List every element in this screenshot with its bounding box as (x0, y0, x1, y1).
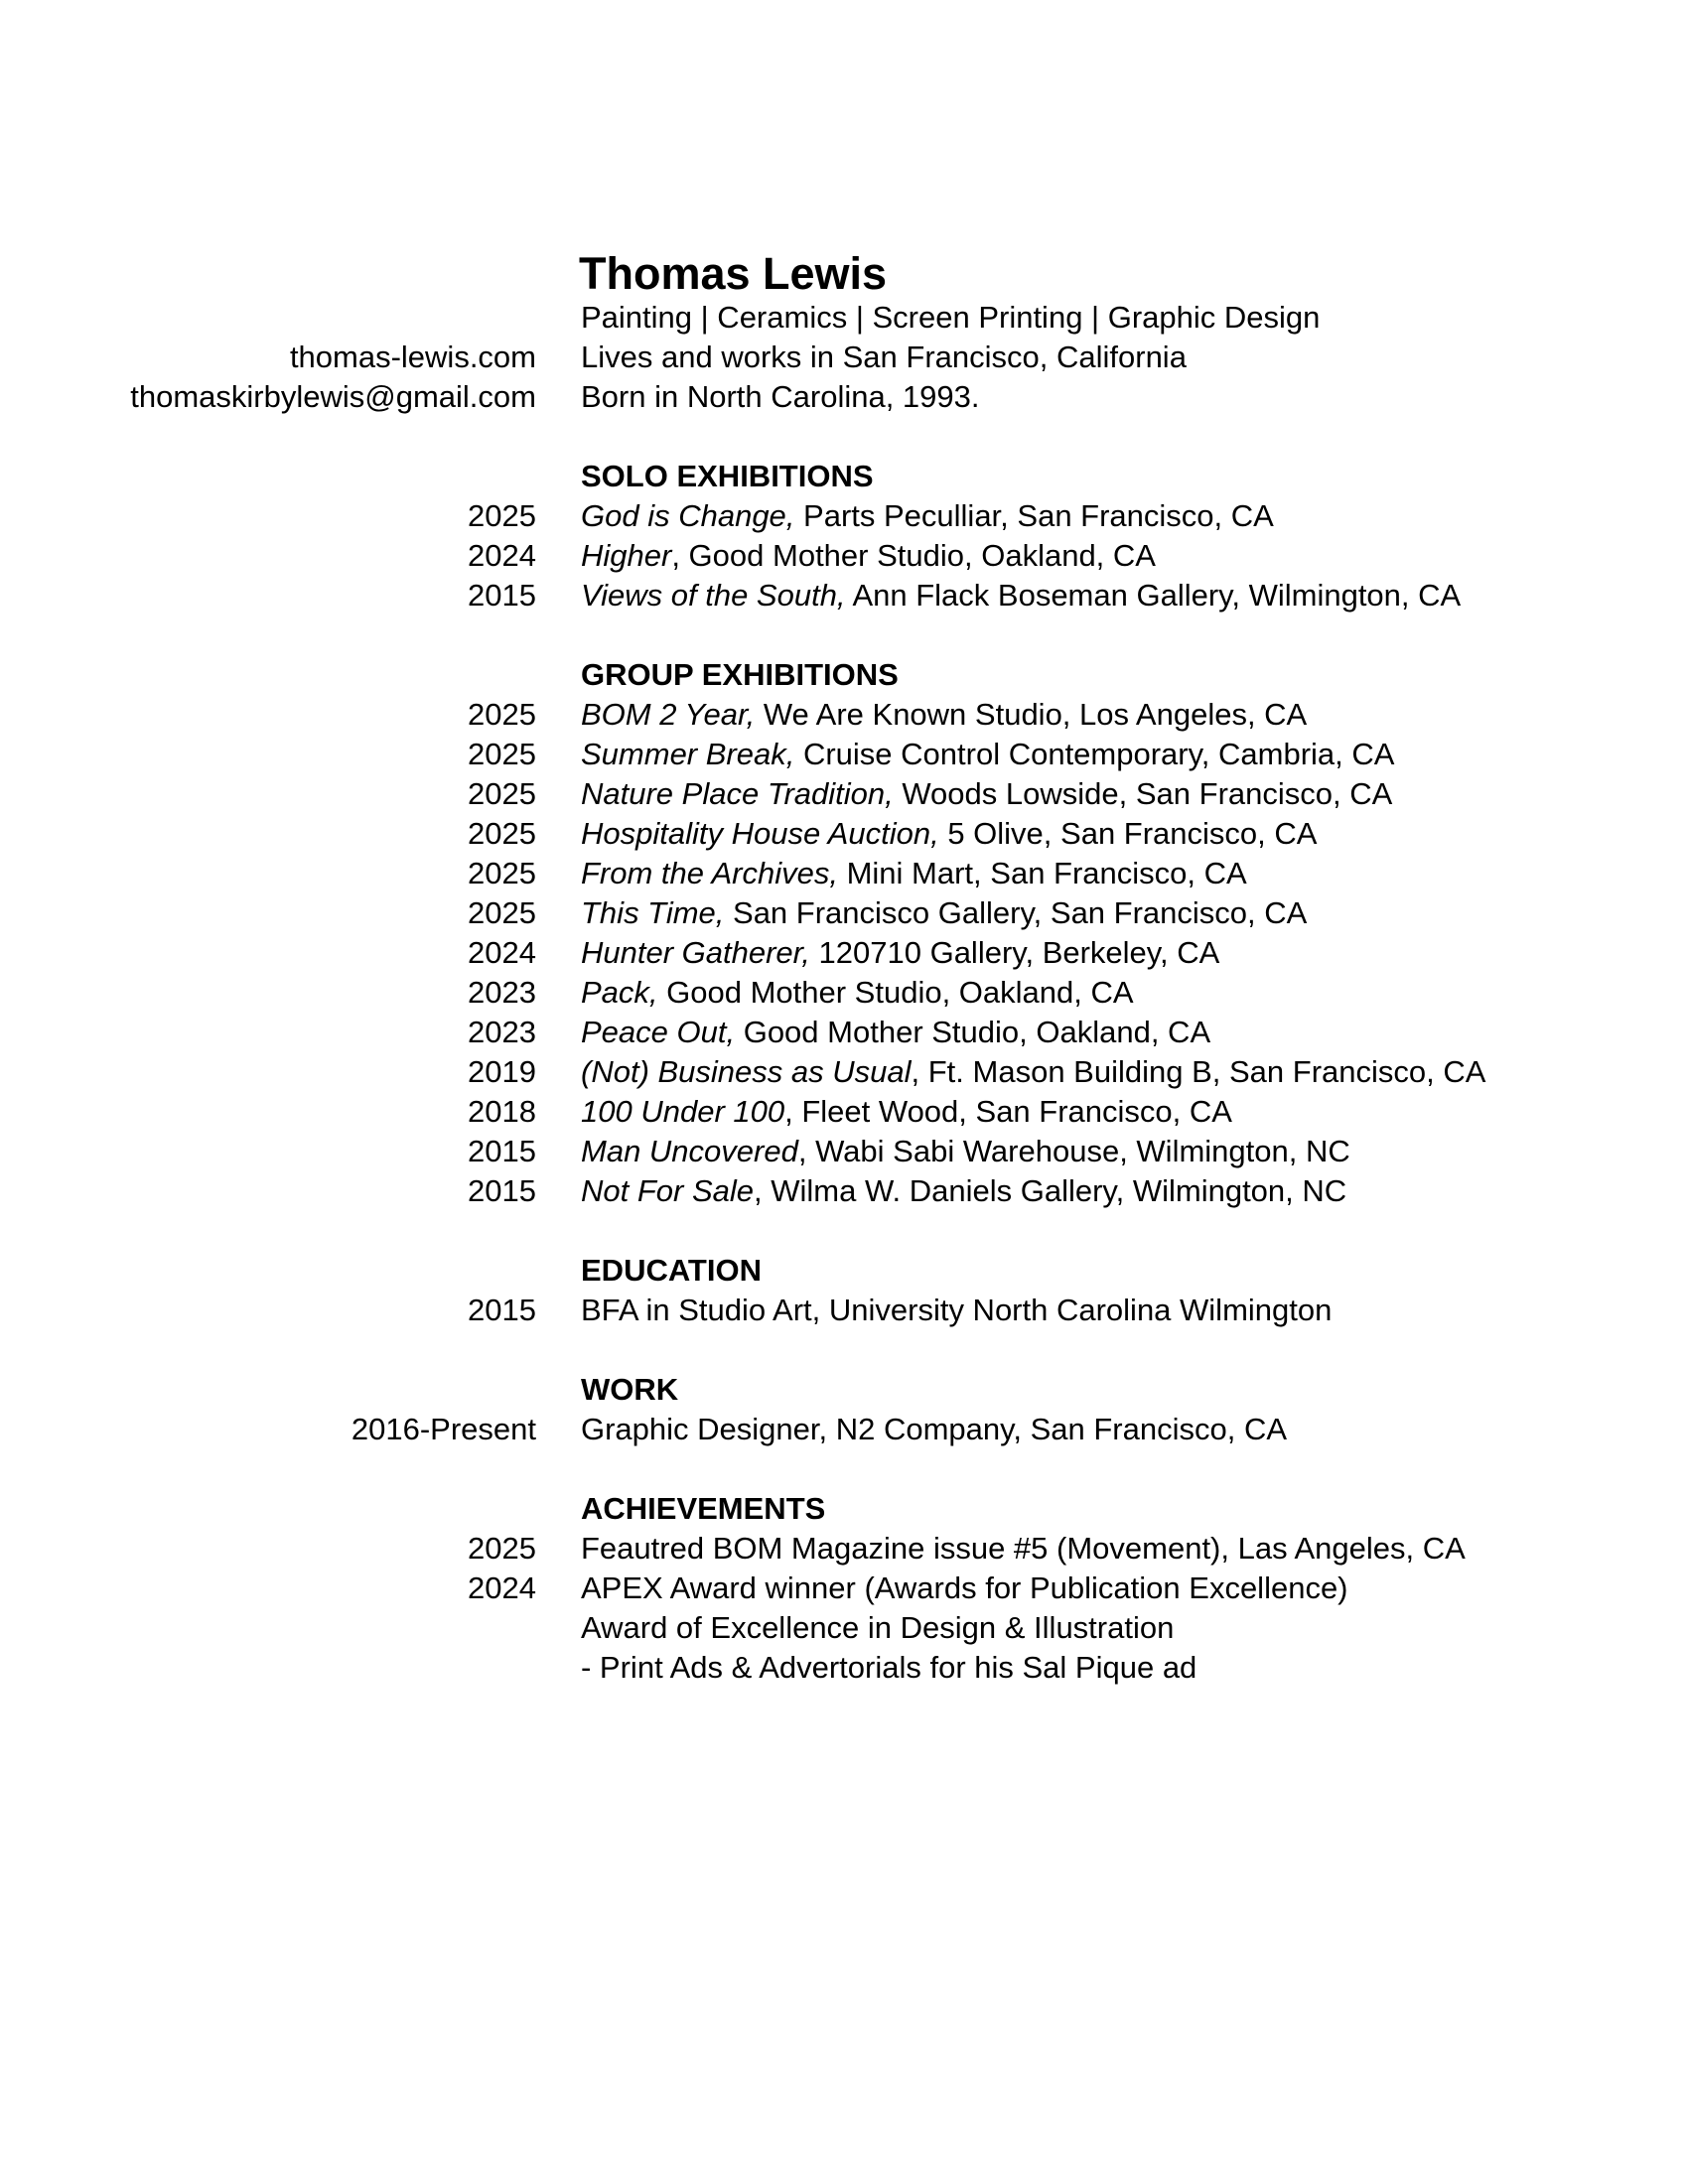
entry-text: Graphic Designer, N2 Company, San Francisco, CA (581, 1412, 1288, 1446)
achievements-section-heading-row (0, 1489, 1688, 1529)
achievement-entry (0, 1648, 1688, 1688)
entry-year: 2025 (468, 816, 536, 851)
group-entry (0, 933, 1688, 973)
exhibition-title: Hunter Gatherer, (581, 935, 810, 970)
exhibition-title: Higher (581, 538, 672, 573)
exhibition-title: Man Uncovered (581, 1134, 798, 1168)
entry-text: APEX Award winner (Awards for Publication Excellence) (581, 1570, 1348, 1605)
entry-text (581, 854, 1247, 893)
group-entry (0, 1013, 1688, 1052)
group-entry (0, 973, 1688, 1013)
solo-entry (0, 536, 1688, 576)
group-entry (0, 893, 1688, 933)
entry-year: 2024 (468, 1570, 536, 1605)
entry-text (581, 536, 1156, 576)
exhibition-venue: , Ft. Mason Building B, San Francisco, CA (911, 1054, 1486, 1089)
entry-year: 2025 (468, 697, 536, 732)
entry-year: 2019 (468, 1054, 536, 1089)
exhibition-title: Summer Break, (581, 737, 795, 771)
exhibition-venue: Cruise Control Contemporary, Cambria, CA (794, 737, 1395, 771)
entry-year: 2025 (468, 895, 536, 930)
location-text: Lives and works in San Francisco, California (581, 340, 1187, 374)
exhibition-venue: , Good Mother Studio, Oakland, CA (671, 538, 1156, 573)
entry-text (581, 1092, 1232, 1132)
achievement-entry (0, 1608, 1688, 1648)
entry-text (581, 893, 1307, 933)
entry-year: 2025 (468, 776, 536, 811)
header-row-location (0, 338, 1688, 377)
solo-section-heading-row (0, 457, 1688, 496)
website-link[interactable]: thomas-lewis.com (289, 340, 536, 374)
group-entry (0, 1171, 1688, 1211)
solo-entry (0, 496, 1688, 536)
section-heading-solo: SOLO EXHIBITIONS (581, 459, 874, 493)
education-entry (0, 1291, 1688, 1330)
exhibition-title: This Time, (581, 895, 725, 930)
group-entry (0, 1092, 1688, 1132)
header-row-disciplines (0, 298, 1688, 338)
entry-year: 2025 (468, 737, 536, 771)
entry-text (581, 735, 1394, 774)
exhibition-title: God is Change, (581, 498, 795, 533)
exhibition-venue: , Fleet Wood, San Francisco, CA (784, 1094, 1232, 1129)
exhibition-title: Views of the South, (581, 578, 846, 613)
exhibition-venue: 5 Olive, San Francisco, CA (938, 816, 1318, 851)
entry-year: 2024 (468, 935, 536, 970)
exhibition-title: Peace Out, (581, 1015, 736, 1049)
exhibition-venue: , Wilma W. Daniels Gallery, Wilmington, NC (754, 1173, 1347, 1208)
entry-text (581, 814, 1317, 854)
email-link[interactable]: thomaskirbylewis@gmail.com (130, 379, 536, 414)
group-entry (0, 1132, 1688, 1171)
achievement-entry (0, 1569, 1688, 1608)
group-entry (0, 1052, 1688, 1092)
exhibition-title: 100 Under 100 (581, 1094, 785, 1129)
group-entry (0, 814, 1688, 854)
section-heading-education: EDUCATION (581, 1253, 762, 1288)
solo-entry (0, 576, 1688, 615)
entry-year: 2016-Present (351, 1412, 536, 1446)
exhibition-venue: Mini Mart, San Francisco, CA (837, 856, 1247, 890)
exhibition-title: Nature Place Tradition, (581, 776, 894, 811)
entry-year: 2023 (468, 1015, 536, 1049)
entry-year: 2015 (468, 1293, 536, 1327)
entry-year: 2025 (468, 1531, 536, 1566)
group-entry (0, 774, 1688, 814)
entry-text: Feautred BOM Magazine issue #5 (Movement), Las Angeles, CA (581, 1531, 1466, 1566)
born-text: Born in North Carolina, 1993. (581, 379, 980, 414)
entry-year: 2024 (468, 538, 536, 573)
entry-text (581, 695, 1307, 735)
work-section-heading-row (0, 1370, 1688, 1410)
entry-year: 2015 (468, 578, 536, 613)
exhibition-venue: 120710 Gallery, Berkeley, CA (809, 935, 1220, 970)
header-row-born (0, 377, 1688, 417)
exhibition-venue: Ann Flack Boseman Gallery, Wilmington, CA (845, 578, 1462, 613)
entry-text (581, 1013, 1210, 1052)
education-section-heading-row (0, 1251, 1688, 1291)
group-entry (0, 854, 1688, 893)
exhibition-venue: Parts Peculliar, San Francisco, CA (794, 498, 1274, 533)
work-entry (0, 1410, 1688, 1449)
exhibition-title: (Not) Business as Usual (581, 1054, 912, 1089)
entry-text (581, 496, 1274, 536)
group-entry (0, 695, 1688, 735)
artist-name: Thomas Lewis (579, 248, 888, 299)
entry-text (581, 774, 1392, 814)
exhibition-venue: , Wabi Sabi Warehouse, Wilmington, NC (797, 1134, 1350, 1168)
entry-text: BFA in Studio Art, University North Carolina Wilmington (581, 1293, 1333, 1327)
exhibition-title: BOM 2 Year, (581, 697, 756, 732)
entry-year: 2025 (468, 856, 536, 890)
entry-year: 2018 (468, 1094, 536, 1129)
group-entry (0, 735, 1688, 774)
exhibition-title: From the Archives, (581, 856, 838, 890)
entry-text (581, 576, 1461, 615)
entry-text: Award of Excellence in Design & Illustration (581, 1610, 1175, 1645)
exhibition-title: Not For Sale (581, 1173, 755, 1208)
entry-year: 2025 (468, 498, 536, 533)
entry-year: 2023 (468, 975, 536, 1010)
exhibition-venue: Good Mother Studio, Oakland, CA (735, 1015, 1211, 1049)
entry-text (581, 1132, 1350, 1171)
entry-year: 2015 (468, 1173, 536, 1208)
section-heading-work: WORK (581, 1372, 679, 1407)
exhibition-title: Hospitality House Auction, (581, 816, 939, 851)
group-section-heading-row (0, 655, 1688, 695)
section-heading-achievements: ACHIEVEMENTS (581, 1491, 826, 1526)
exhibition-venue: Good Mother Studio, Oakland, CA (657, 975, 1134, 1010)
entry-text (581, 1171, 1346, 1211)
disciplines-text: Painting | Ceramics | Screen Printing | Graphic Design (581, 300, 1321, 335)
entry-text (581, 933, 1219, 973)
exhibition-title: Pack, (581, 975, 658, 1010)
entry-year: 2015 (468, 1134, 536, 1168)
exhibition-venue: We Are Known Studio, Los Angeles, CA (755, 697, 1308, 732)
achievement-entry (0, 1529, 1688, 1569)
exhibition-venue: San Francisco Gallery, San Francisco, CA (724, 895, 1308, 930)
entry-text: - Print Ads & Advertorials for his Sal Pique ad (581, 1650, 1197, 1685)
entry-text (581, 973, 1134, 1013)
entry-text (581, 1052, 1485, 1092)
exhibition-venue: Woods Lowside, San Francisco, CA (893, 776, 1393, 811)
section-heading-group: GROUP EXHIBITIONS (581, 657, 899, 692)
